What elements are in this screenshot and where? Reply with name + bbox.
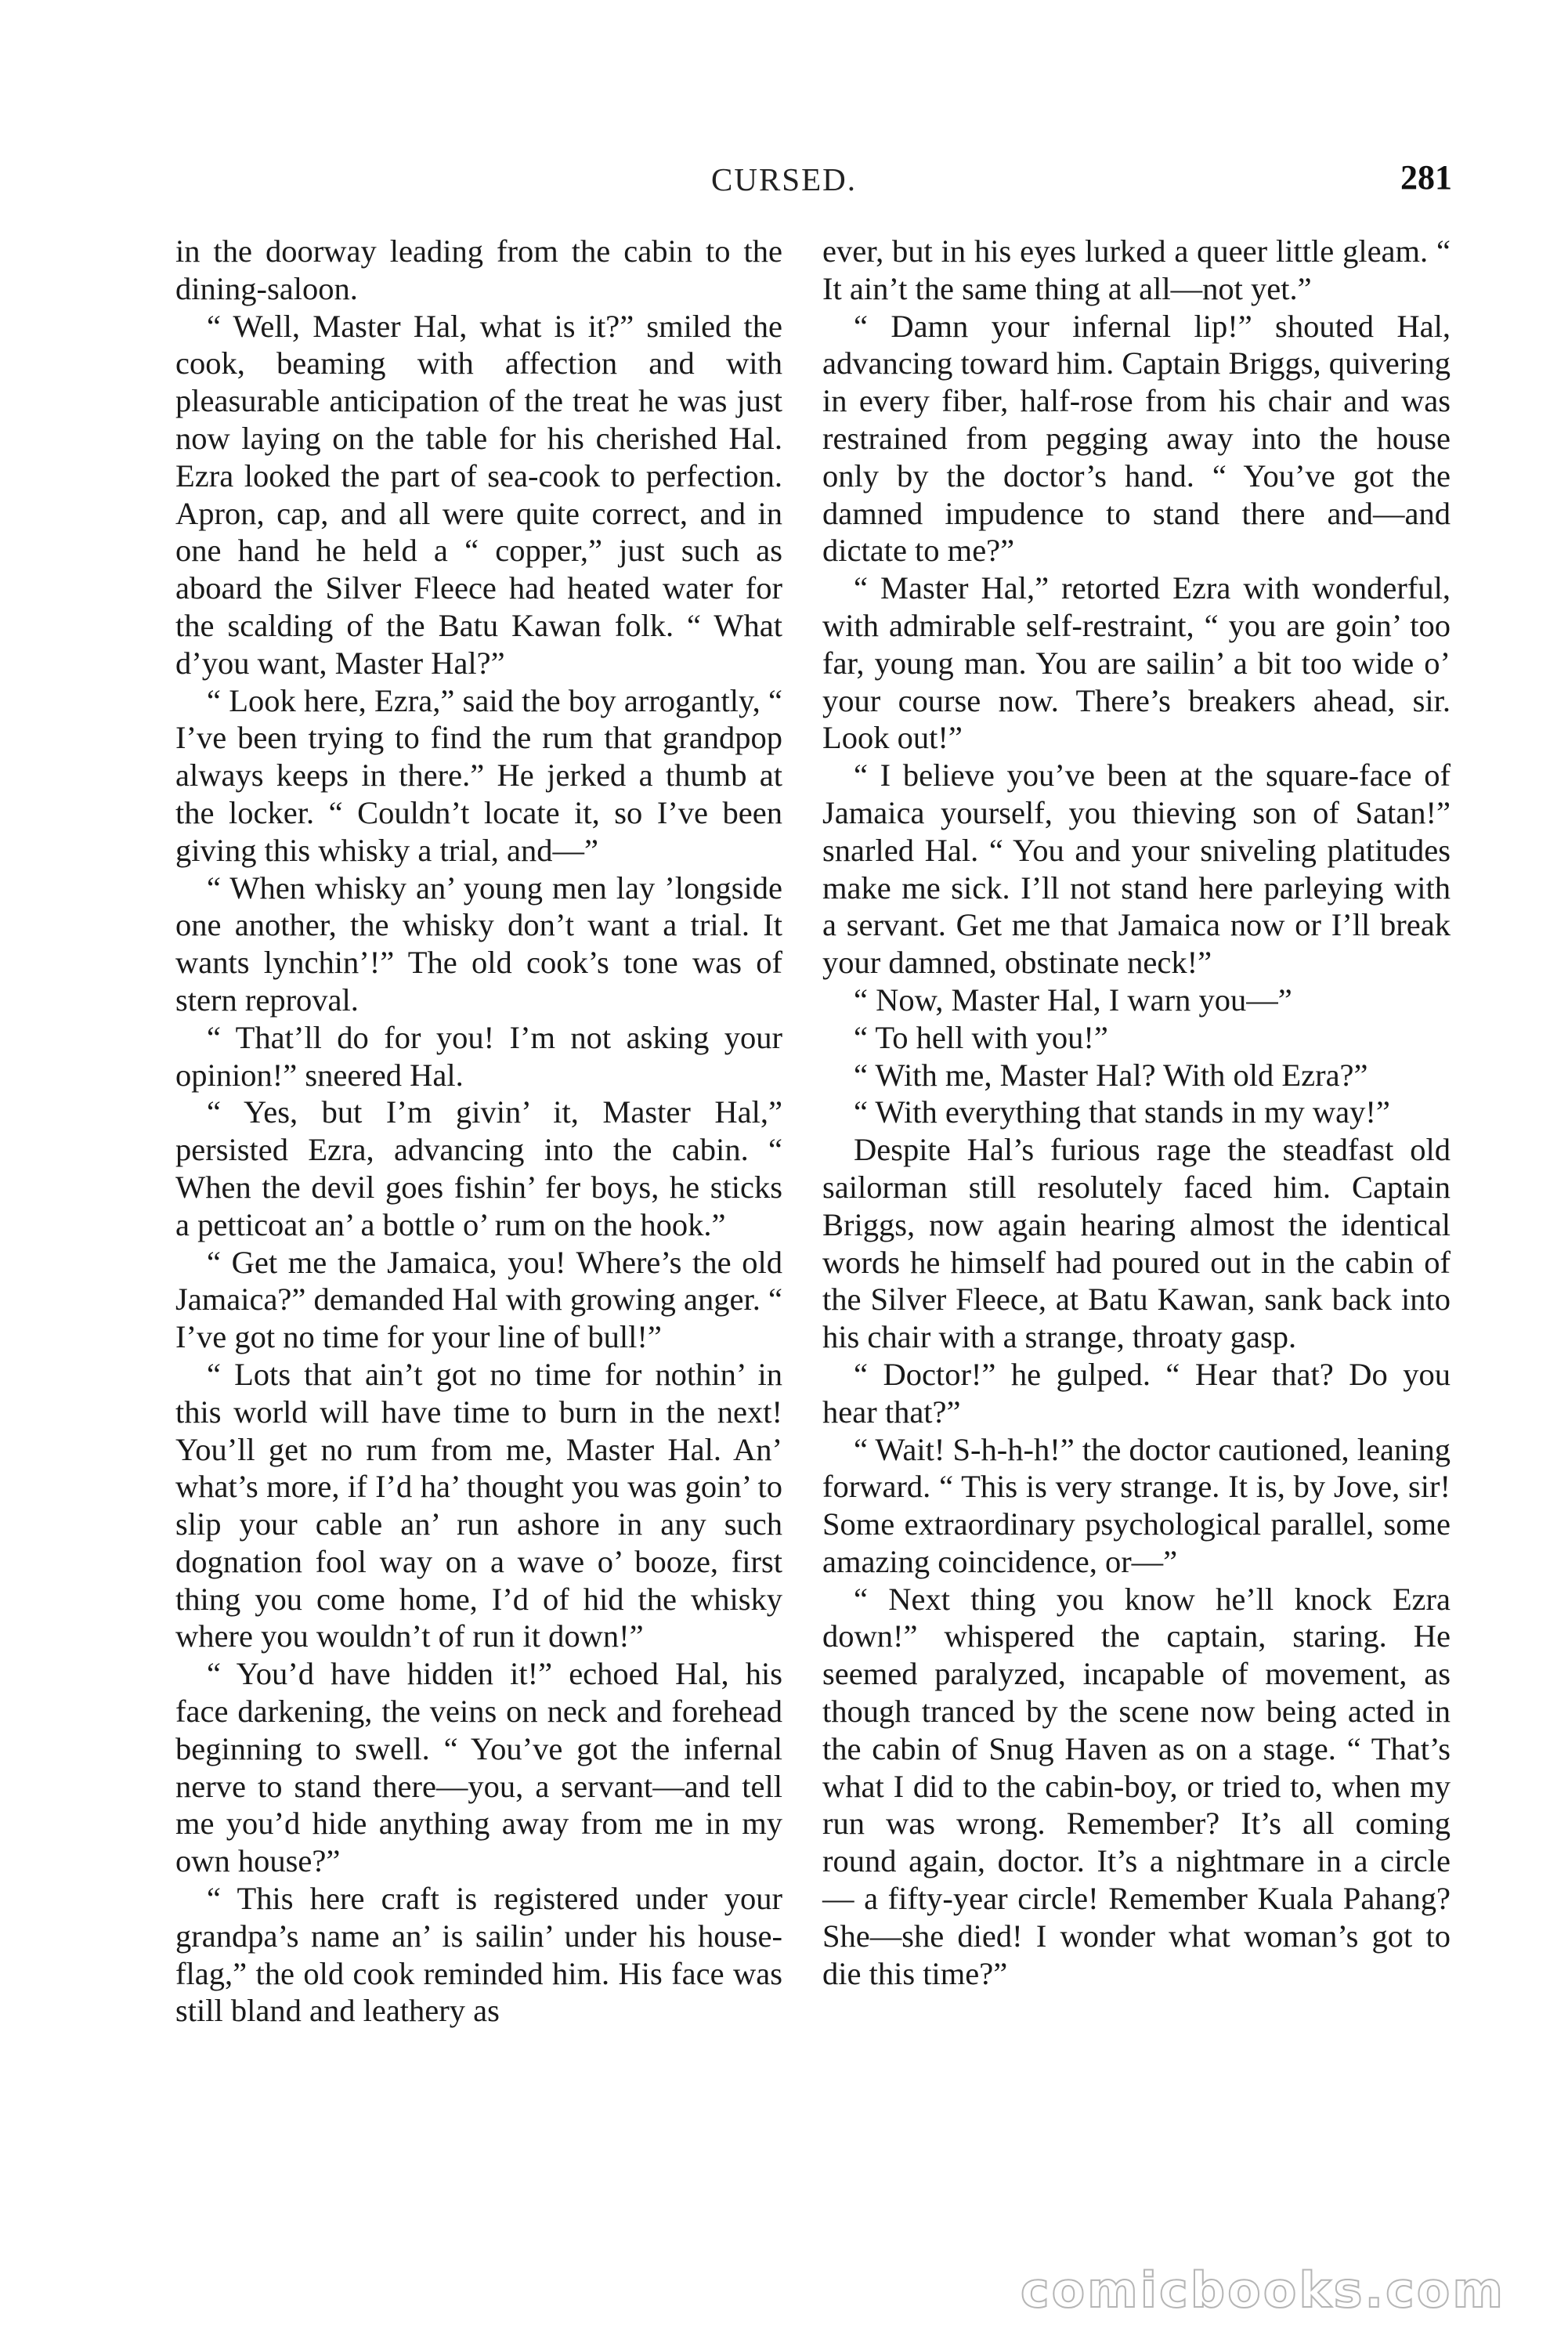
paragraph: “ Lots that ain’t got no time for nothin’ in this world will have time to burn in the next! You’ll get no rum from me, Master Hal. An’ what’s more, if I’d ha’ thought you was goin’ to slip your cable an’ run ashore in any such dognation fool way on a wave o’ booze, first thing you come home, I’d of hid the whisky where you wouldn’t of run it down!” (175, 1356, 782, 1654)
paragraph: “ Next thing you know he’ll knock Ezra down!” whispered the captain, staring. He seemed paralyzed, incapable of movement, as though tranced by the scene now being acted in the cabin of Snug Haven as on a stage. “ That’s what I did to the cabin-boy, or tried to, when my run was wrong. Remember? It’s all coming round again, doctor. It’s a nightmare in a circle — a fifty-year circle! Remember Kuala Pahang? She—she died! I wonder what woman’s got to die this time?” (822, 1581, 1451, 1991)
watermark-logo: comicbooks.com (1020, 2261, 1505, 2319)
paragraph: “ Look here, Ezra,” said the boy arrogantly, “ I’ve been trying to find the rum that grandpop always keeps in there.” He jerked a thumb at the locker. “ Couldn’t locate it, so I’ve been giving this whisky a trial, and—” (175, 682, 782, 868)
paragraph: in the doorway leading from the cabin to the dining-saloon. (175, 233, 782, 306)
paragraph: “ Master Hal,” retorted Ezra with wonderful, with admirable self-restraint, “ you are goin’ too far, young man. You are sailin’ a bit too wide o’ your course now. There’s breakers ahead, sir. Look out!” (822, 570, 1451, 756)
page-number: 281 (1400, 158, 1452, 197)
paragraph: “ You’d have hidden it!” echoed Hal, his face darkening, the veins on neck and forehead beginning to swell. “ You’ve got the infernal nerve to stand there—you, a servant—and tell me you’d hide anything away from me in my own house?” (175, 1656, 782, 1879)
paragraph: “ I believe you’ve been at the square-face of Jamaica yourself, you thieving son of Satan!” snarled Hal. “ You and your sniveling platitudes make me sick. I’ll not stand here parleying with a servant. Get me that Jamaica now or I’ll break your damned, obstinate neck!” (822, 757, 1451, 981)
paragraph: “ Yes, but I’m givin’ it, Master Hal,” persisted Ezra, advancing into the cabin. “ When the devil goes fishin’ fer boys, he sticks a petticoat an’ a bottle o’ rum on the hook.” (175, 1094, 782, 1242)
paragraph: “ This here craft is registered under your grandpa’s name an’ is sailin’ under his house-flag,” the old cook reminded him. His face was still bland and leathery as (175, 1881, 782, 2029)
running-head (0, 158, 1568, 215)
paragraph: Despite Hal’s furious rage the steadfast old sailorman still resolutely faced him. Captain Briggs, now again hearing almost the identical words he himself had poured out in the cabin of the Silver Fleece, at Batu Kawan, sank back into his chair with a strange, throaty gasp. (822, 1132, 1451, 1355)
paragraph: “ With everything that stands in my way!” (854, 1094, 1390, 1130)
paragraph: ever, but in his eyes lurked a queer little gleam. “ It ain’t the same thing at all—not yet.” (822, 233, 1451, 306)
paragraph: “ Get me the Jamaica, you! Where’s the old Jamaica?” demanded Hal with growing anger. “ I’ve got no time for your line of bull!” (175, 1244, 782, 1355)
right-column (822, 233, 1451, 1992)
paragraph: “ Wait! S-h-h-h!” the doctor cautioned, leaning forward. “ This is very strange. It is, by Jove, sir! Some extraordinary psychological parallel, some amazing coincidence, or—” (822, 1431, 1451, 1579)
running-title: CURSED. (710, 161, 857, 197)
paragraph: “ That’ll do for you! I’m not asking your opinion!” sneered Hal. (175, 1019, 782, 1093)
paragraph: “ Damn your infernal lip!” shouted Hal, advancing toward him. Captain Briggs, quivering in every fiber, half-rose from his chair and was restrained from pegging away into the house only by the doctor’s hand. “ You’ve got the damned impudence to stand there and—and dictate to me?” (822, 308, 1451, 569)
paragraph: “ Now, Master Hal, I warn you—” (854, 982, 1292, 1018)
left-column (175, 233, 782, 2030)
paragraph: “ Well, Master Hal, what is it?” smiled the cook, beaming with affection and with pleasurable anticipation of the treat he was just now laying on the table for his cherished Hal. Ezra looked the part of sea-cook to perfection. Apron, cap, and all were quite correct, and in one hand he held a “ copper,” just such as aboard the Silver Fleece had heated water for the scalding of the Batu Kawan folk. “ What d’you want, Master Hal?” (175, 308, 782, 681)
paragraph: “ To hell with you!” (854, 1019, 1108, 1055)
paragraph: “ Doctor!” he gulped. “ Hear that? Do you hear that?” (822, 1356, 1451, 1430)
paragraph: “ When whisky an’ young men lay ’longside one another, the whisky don’t want a trial. It wants lynchin’!” The old cook’s tone was of stern reproval. (175, 870, 782, 1018)
paragraph: “ With me, Master Hal? With old Ezra?” (854, 1057, 1368, 1093)
